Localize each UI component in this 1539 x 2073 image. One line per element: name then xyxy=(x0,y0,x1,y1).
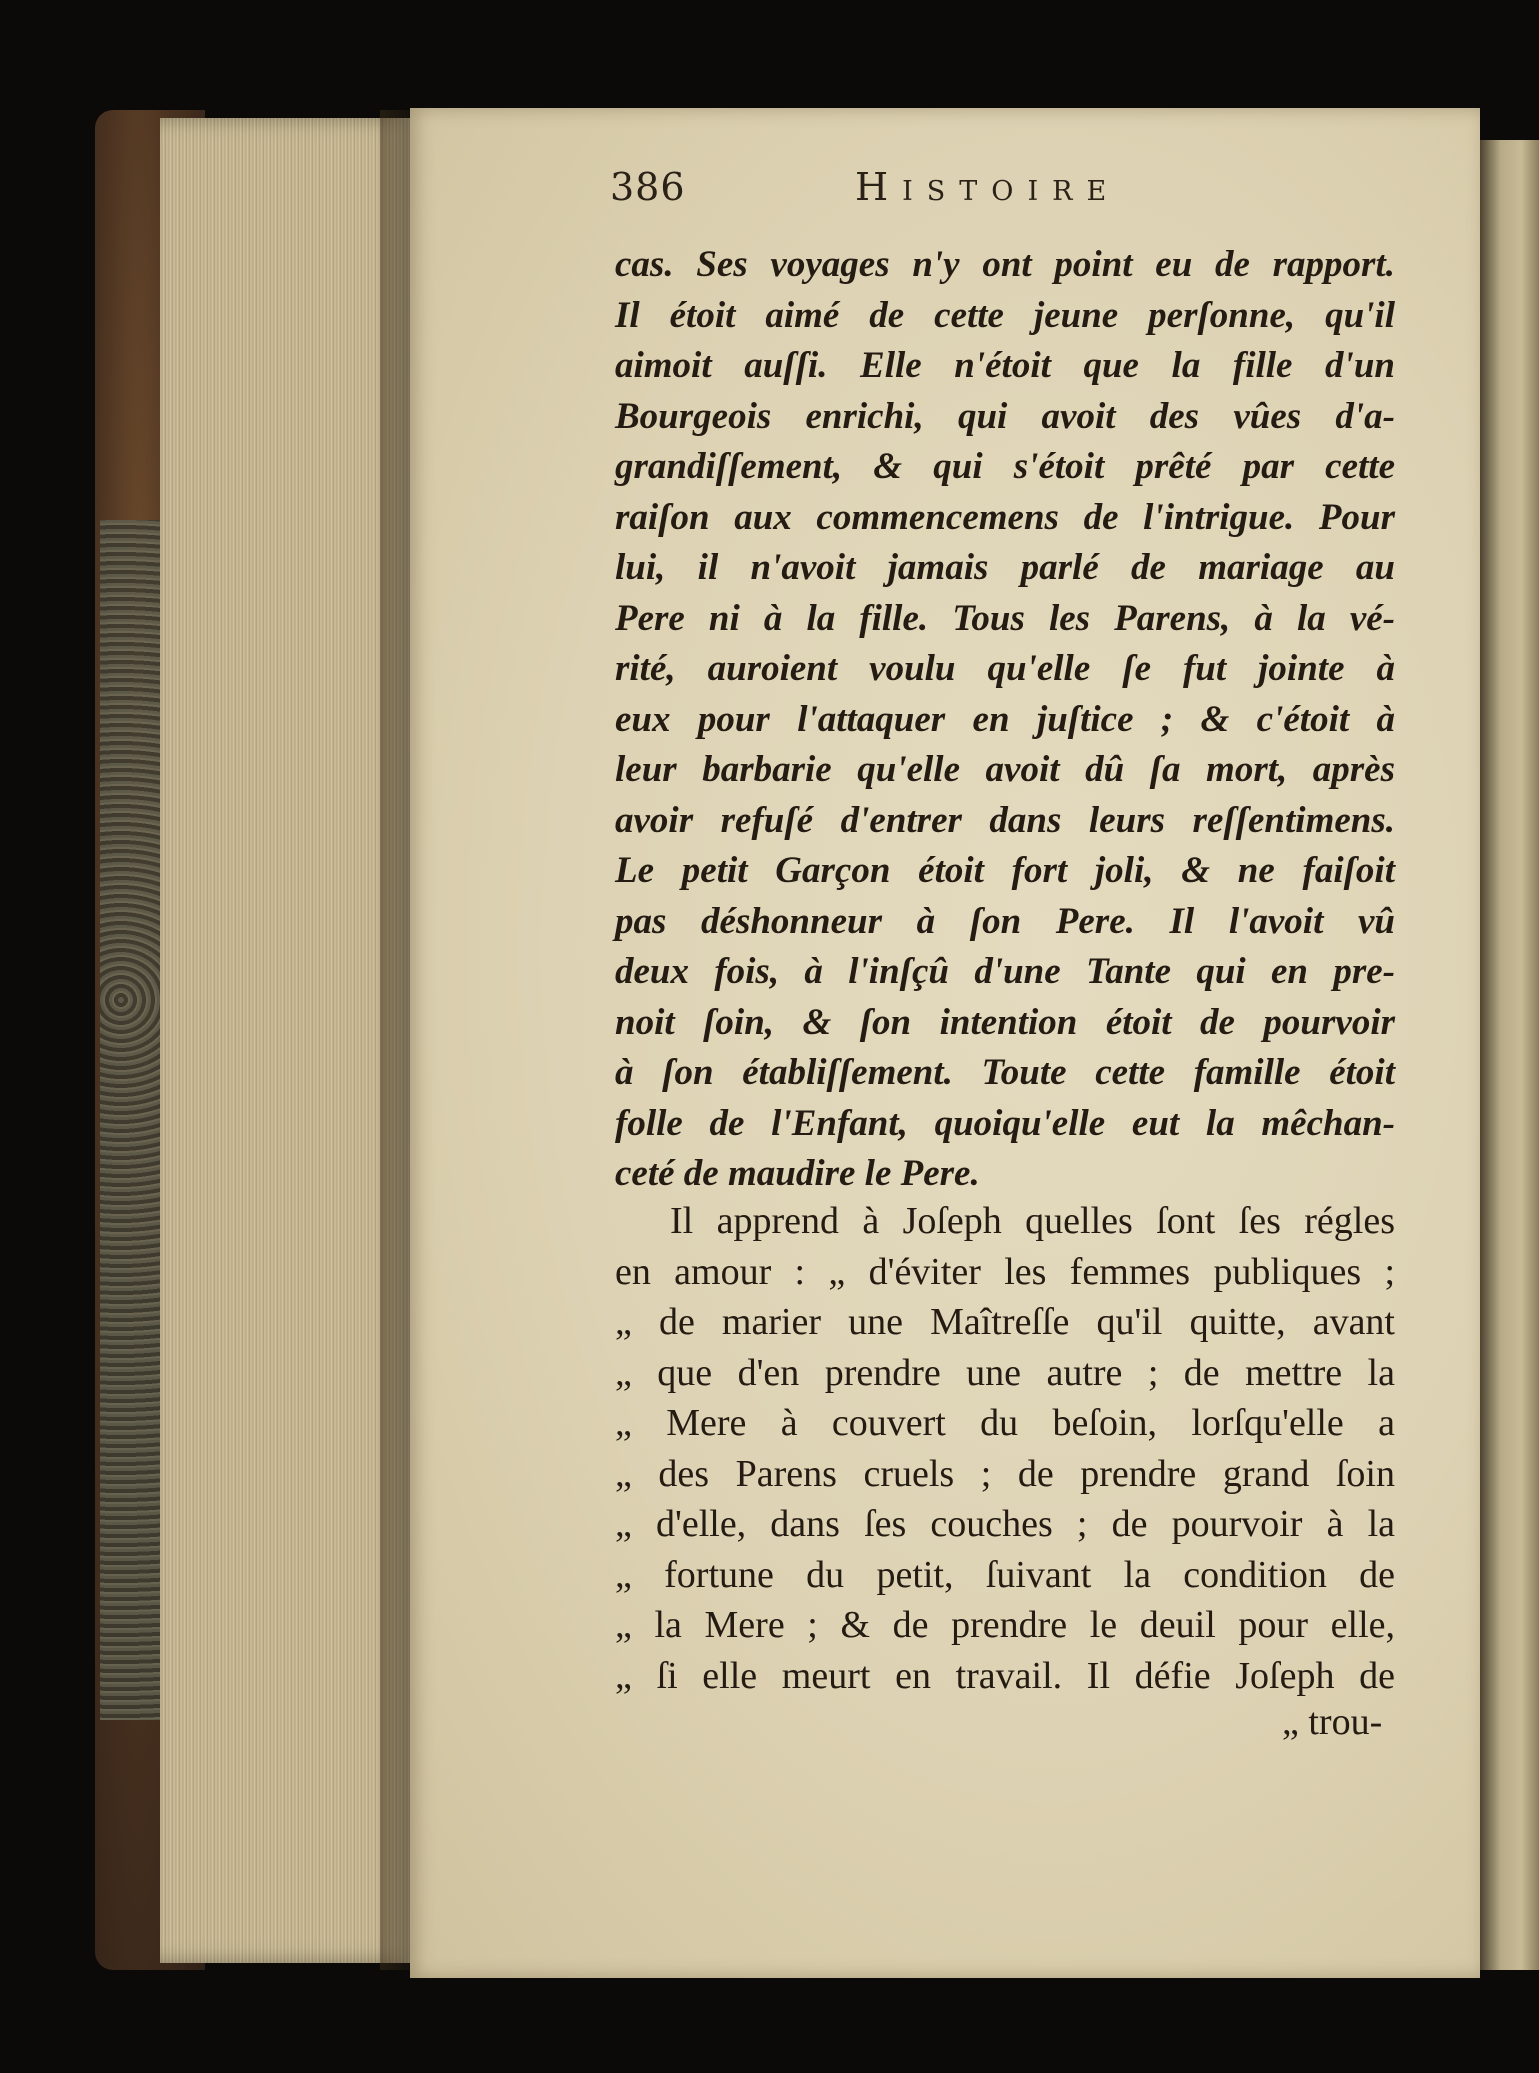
text-line: „ fortune du petit, ſuivant la condition de xyxy=(615,1553,1395,1596)
text-line: en amour : „ d'éviter les femmes publiques ; xyxy=(615,1250,1395,1293)
text-line: „ des Parens cruels ; de prendre grand ſoin xyxy=(615,1452,1395,1495)
roman-paragraph xyxy=(615,1196,1395,1701)
text-line: Il apprend à Joſeph quelles ſont ſes régles xyxy=(670,1200,1395,1242)
text-line: Il étoit aimé de cette jeune perſonne, qu'il xyxy=(615,294,1395,336)
text-line: Le petit Garçon étoit fort joli, & ne faiſoit xyxy=(615,850,1395,891)
text-line: „ la Mere ; & de prendre le deuil pour elle, xyxy=(615,1604,1395,1646)
text-line: „ Mere à couvert du beſoin, lorſqu'elle a xyxy=(615,1402,1395,1444)
text-line: „ ſi elle meurt en travail. Il défie Joſeph de xyxy=(615,1654,1395,1697)
text-line: Bourgeois enrichi, qui avoit des vûes d'a- xyxy=(615,395,1395,437)
text-line: Pere ni à la fille. Tous les Parens, à la vé- xyxy=(615,597,1395,639)
text-line: folle de l'Enfant, quoiqu'elle eut la mêchan- xyxy=(615,1102,1395,1144)
text-line: eux pour l'attaquer en juſtice ; & c'étoit à xyxy=(615,698,1395,740)
text-line: pas déshonneur à ſon Pere. Il l'avoit vû xyxy=(615,900,1395,942)
running-head: Histoire xyxy=(855,165,1121,209)
background-bottom xyxy=(0,1985,1539,2073)
facing-page-edge xyxy=(1480,140,1539,1970)
text-line: raiſon aux commencemens de l'intrigue. Pour xyxy=(615,496,1395,538)
page-number: 386 xyxy=(610,165,686,209)
text-line: lui, il n'avoit jamais parlé de mariage au xyxy=(615,547,1395,588)
text-line: deux fois, à l'inſçû d'une Tante qui en pre- xyxy=(615,951,1395,992)
text-line: rité, auroient voulu qu'elle ſe fut jointe à xyxy=(615,648,1395,689)
text-line: ceté de maudire le Pere. xyxy=(615,1153,980,1194)
text-line: „ que d'en prendre une autre ; de mettre la xyxy=(615,1351,1395,1394)
text-line: avoir refuſé d'entrer dans leurs reſſentimens. xyxy=(615,799,1395,841)
text-line: à ſon établiſſement. Toute cette famille étoit xyxy=(615,1052,1395,1093)
catchword: „ trou- xyxy=(1282,1701,1383,1743)
page-edges-stack xyxy=(160,118,410,1963)
page-header xyxy=(610,165,1250,225)
text-line: cas. Ses voyages n'y ont point eu de rapport. xyxy=(615,244,1395,285)
text-line: grandiſſement, & qui s'étoit prêté par cette xyxy=(615,446,1395,487)
text-line: noit ſoin, & ſon intention étoit de pourvoir xyxy=(615,1001,1395,1043)
text-line: aimoit auſſi. Elle n'étoit que la fille d'un xyxy=(615,345,1395,386)
text-line: leur barbarie qu'elle avoit dû ſa mort, après xyxy=(615,749,1395,790)
italic-paragraph xyxy=(615,240,1395,1200)
text-line: „ d'elle, dans ſes couches ; de pourvoir à la xyxy=(615,1503,1395,1545)
text-line: „ de marier une Maîtreſſe qu'il quitte, avant xyxy=(615,1301,1395,1343)
